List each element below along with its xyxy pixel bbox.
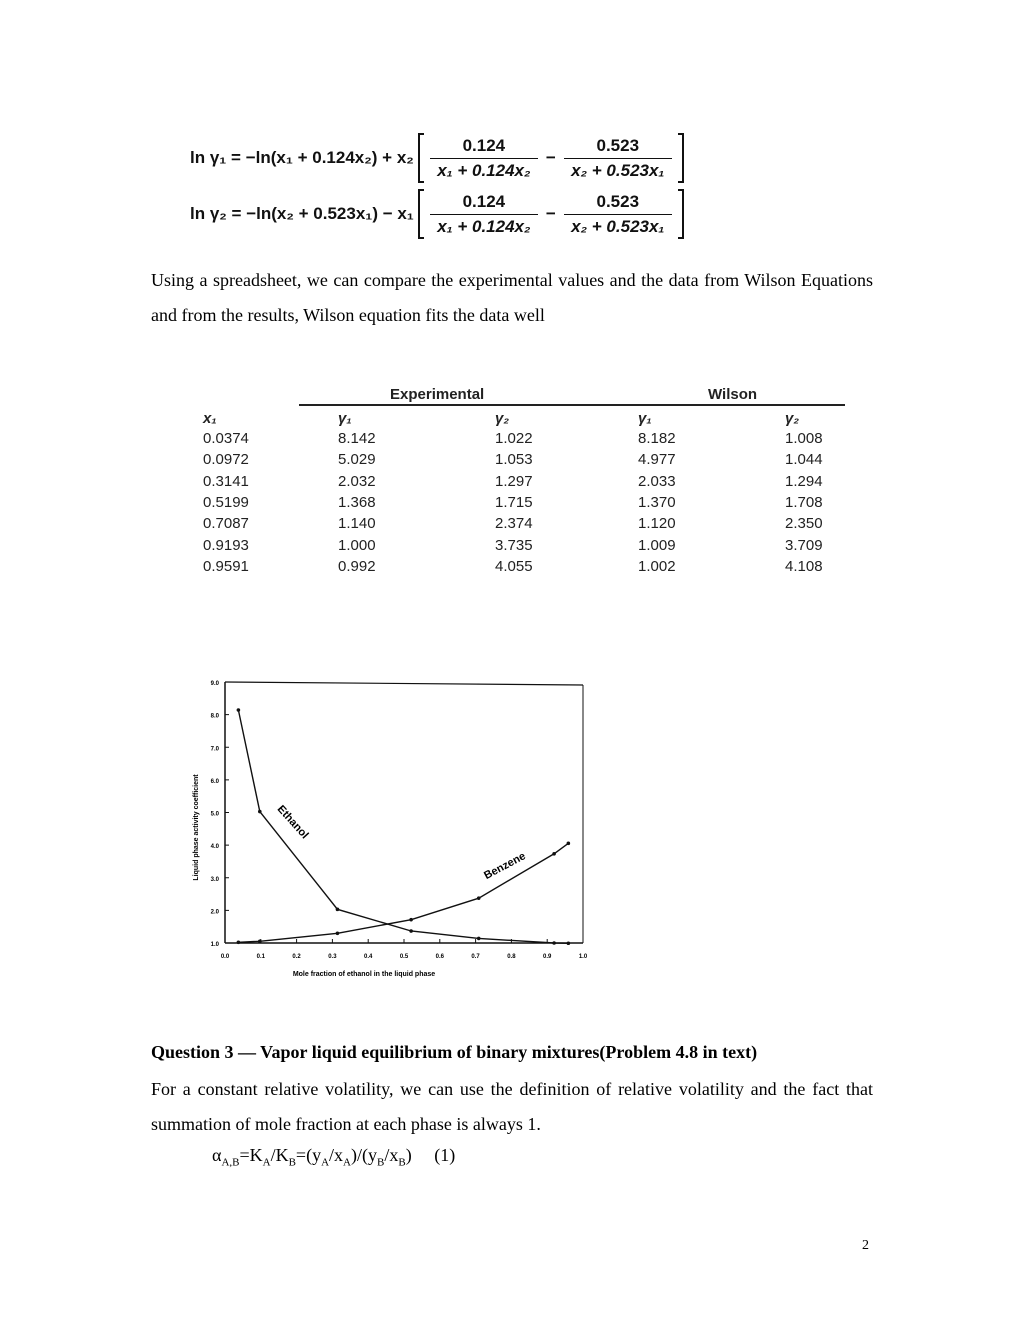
x-tick-label: 0.8 xyxy=(507,954,516,960)
fraction xyxy=(564,136,672,181)
data-point xyxy=(336,908,340,912)
y-tick-label: 2.0 xyxy=(210,909,219,916)
table-cell: 1.708 xyxy=(785,493,823,511)
y-tick-label: 7.0 xyxy=(210,746,219,753)
table-cell: 0.5199 xyxy=(203,493,249,511)
fraction-numerator: 0.124 xyxy=(430,136,538,159)
table-header-cell: γ₂ xyxy=(495,410,510,427)
table-cell: 1.294 xyxy=(785,472,823,490)
table-cell: 3.735 xyxy=(495,536,533,554)
equation-bracket xyxy=(418,189,684,239)
table-cell: 0.0374 xyxy=(203,430,249,447)
x-tick-label: 0.9 xyxy=(543,954,552,960)
table-cell: 5.029 xyxy=(338,451,376,469)
table-header-cell: γ₂ xyxy=(785,410,800,427)
table-cell: 1.044 xyxy=(785,451,823,469)
table-cell: 8.142 xyxy=(338,430,376,447)
equation-lhs: ln γ₂ = −ln(x₂ + 0.523x₁) − x₁ xyxy=(190,204,414,223)
table-cell: 0.992 xyxy=(338,557,376,575)
data-point xyxy=(409,918,413,922)
table-rule xyxy=(299,404,845,406)
table-cell: 2.033 xyxy=(638,472,676,490)
table-cell: 2.350 xyxy=(785,515,823,533)
fraction xyxy=(564,192,672,237)
activity-coefficient-chart xyxy=(185,670,605,990)
data-point xyxy=(237,940,241,944)
x-tick-label: 0.2 xyxy=(292,954,301,960)
table-cell: 1.002 xyxy=(638,557,676,575)
fraction-denominator: x₁ + 0.124x₂ xyxy=(437,216,531,236)
fraction-denominator: x₂ + 0.523x₁ xyxy=(571,216,665,236)
data-point xyxy=(258,939,262,943)
table-header-cell: γ₁ xyxy=(638,410,652,427)
table-cell: 1.715 xyxy=(495,493,533,511)
question3-text: For a constant relative volatility, we can use the definition of relative volatility and the fact that summation of mole fraction at each phase is always 1. xyxy=(151,1079,873,1134)
y-tick-label: 8.0 xyxy=(210,713,219,720)
x-axis-label: Mole fraction of ethanol in the liquid phase xyxy=(292,971,436,978)
x-tick-label: 0.5 xyxy=(399,954,409,960)
equation-gamma2 xyxy=(190,186,684,242)
y-tick-label: 4.0 xyxy=(210,844,219,851)
minus-sign: − xyxy=(545,148,556,167)
table-cell: 0.7087 xyxy=(203,515,249,533)
chart-svg xyxy=(185,670,605,990)
series-line-ethanol xyxy=(238,710,568,943)
table-cell: 3.709 xyxy=(785,536,823,554)
formula-text: $\alpha_{A,B}=K_A/K_B=(y_A/x_A)/(y_B/x_B)$ (1) xyxy=(212,1145,456,1169)
y-tick-label: 5.0 xyxy=(210,811,219,818)
fraction xyxy=(430,136,538,181)
series-label-ethanol: Ethanol xyxy=(274,803,311,842)
table-cell: 1.022 xyxy=(495,430,533,447)
table-header-cell: x₁ xyxy=(203,410,217,427)
top-border xyxy=(225,682,583,685)
minus-sign: − xyxy=(545,204,556,223)
series-label-benzene: Benzene xyxy=(482,850,528,883)
table-cell: 1.140 xyxy=(338,515,376,533)
data-point xyxy=(567,842,571,846)
fraction-denominator: x₁ + 0.124x₂ xyxy=(437,160,531,180)
table-cell: 1.368 xyxy=(338,493,376,511)
fraction-numerator: 0.124 xyxy=(430,192,538,215)
table-cell: 0.9193 xyxy=(203,536,249,554)
group-header-wilson: Wilson xyxy=(708,386,758,403)
data-point xyxy=(258,810,262,814)
question3-formula xyxy=(212,1145,455,1169)
data-point xyxy=(552,852,556,856)
table-cell: 8.182 xyxy=(638,430,676,447)
table-cell: 4.977 xyxy=(638,451,676,469)
fraction-numerator: 0.523 xyxy=(564,136,672,159)
y-tick-label: 1.0 xyxy=(210,942,219,948)
table-cell: 1.008 xyxy=(785,430,823,447)
data-point xyxy=(477,937,481,941)
y-tick-label: 9.0 xyxy=(210,681,219,687)
x-tick-label: 0.7 xyxy=(471,954,480,960)
x-tick-label: 1.0 xyxy=(578,954,588,960)
table-cell: 0.3141 xyxy=(203,472,249,490)
table-cell: 1.297 xyxy=(495,472,533,490)
y-tick-label: 3.0 xyxy=(210,876,219,883)
data-point xyxy=(409,929,413,933)
equation-gamma1 xyxy=(190,130,684,186)
question3-title: Question 3 — Vapor liquid equilibrium of binary mixtures(Problem 4.8 in text) xyxy=(151,1042,758,1062)
x-tick-label: 0.0 xyxy=(220,954,230,960)
data-point xyxy=(567,941,571,945)
table-cell: 0.9591 xyxy=(203,557,249,575)
x-tick-label: 0.1 xyxy=(256,954,265,960)
wilson-equations xyxy=(190,130,684,242)
equation-lhs: ln γ₁ = −ln(x₁ + 0.124x₂) + x₂ xyxy=(190,148,414,167)
table-cell: 4.108 xyxy=(785,557,823,575)
data-point xyxy=(336,932,340,936)
table-cell: 0.0972 xyxy=(203,451,249,469)
table-cell: 2.374 xyxy=(495,515,533,533)
paragraph-comparison: Using a spreadsheet, we can compare the experimental values and the data from Wilson Equations and from the results, Wilson equation fits the data well xyxy=(151,270,873,325)
fraction-denominator: x₂ + 0.523x₁ xyxy=(571,160,665,180)
table-cell: 4.055 xyxy=(495,557,533,575)
data-point xyxy=(237,708,241,712)
data-point xyxy=(552,941,556,945)
page-number: 2 xyxy=(862,1238,869,1253)
table-cell: 1.000 xyxy=(338,536,376,554)
x-tick-label: 0.6 xyxy=(435,954,444,960)
table-cell: 1.120 xyxy=(638,515,676,533)
data-point xyxy=(477,896,481,900)
table-cell: 1.053 xyxy=(495,451,533,469)
table-cell: 2.032 xyxy=(338,472,376,490)
table-header-cell: γ₁ xyxy=(338,410,352,427)
table-cell: 1.370 xyxy=(638,493,676,511)
y-axis-label: Liquid phase activity coefficient xyxy=(193,774,200,881)
table-cell: 1.009 xyxy=(638,536,676,554)
fraction xyxy=(430,192,538,237)
group-header-experimental: Experimental xyxy=(390,386,485,403)
equation-bracket xyxy=(418,133,684,183)
x-tick-label: 0.3 xyxy=(328,954,337,960)
x-tick-label: 0.4 xyxy=(364,954,373,960)
y-tick-label: 6.0 xyxy=(210,778,219,785)
fraction-numerator: 0.523 xyxy=(564,192,672,215)
